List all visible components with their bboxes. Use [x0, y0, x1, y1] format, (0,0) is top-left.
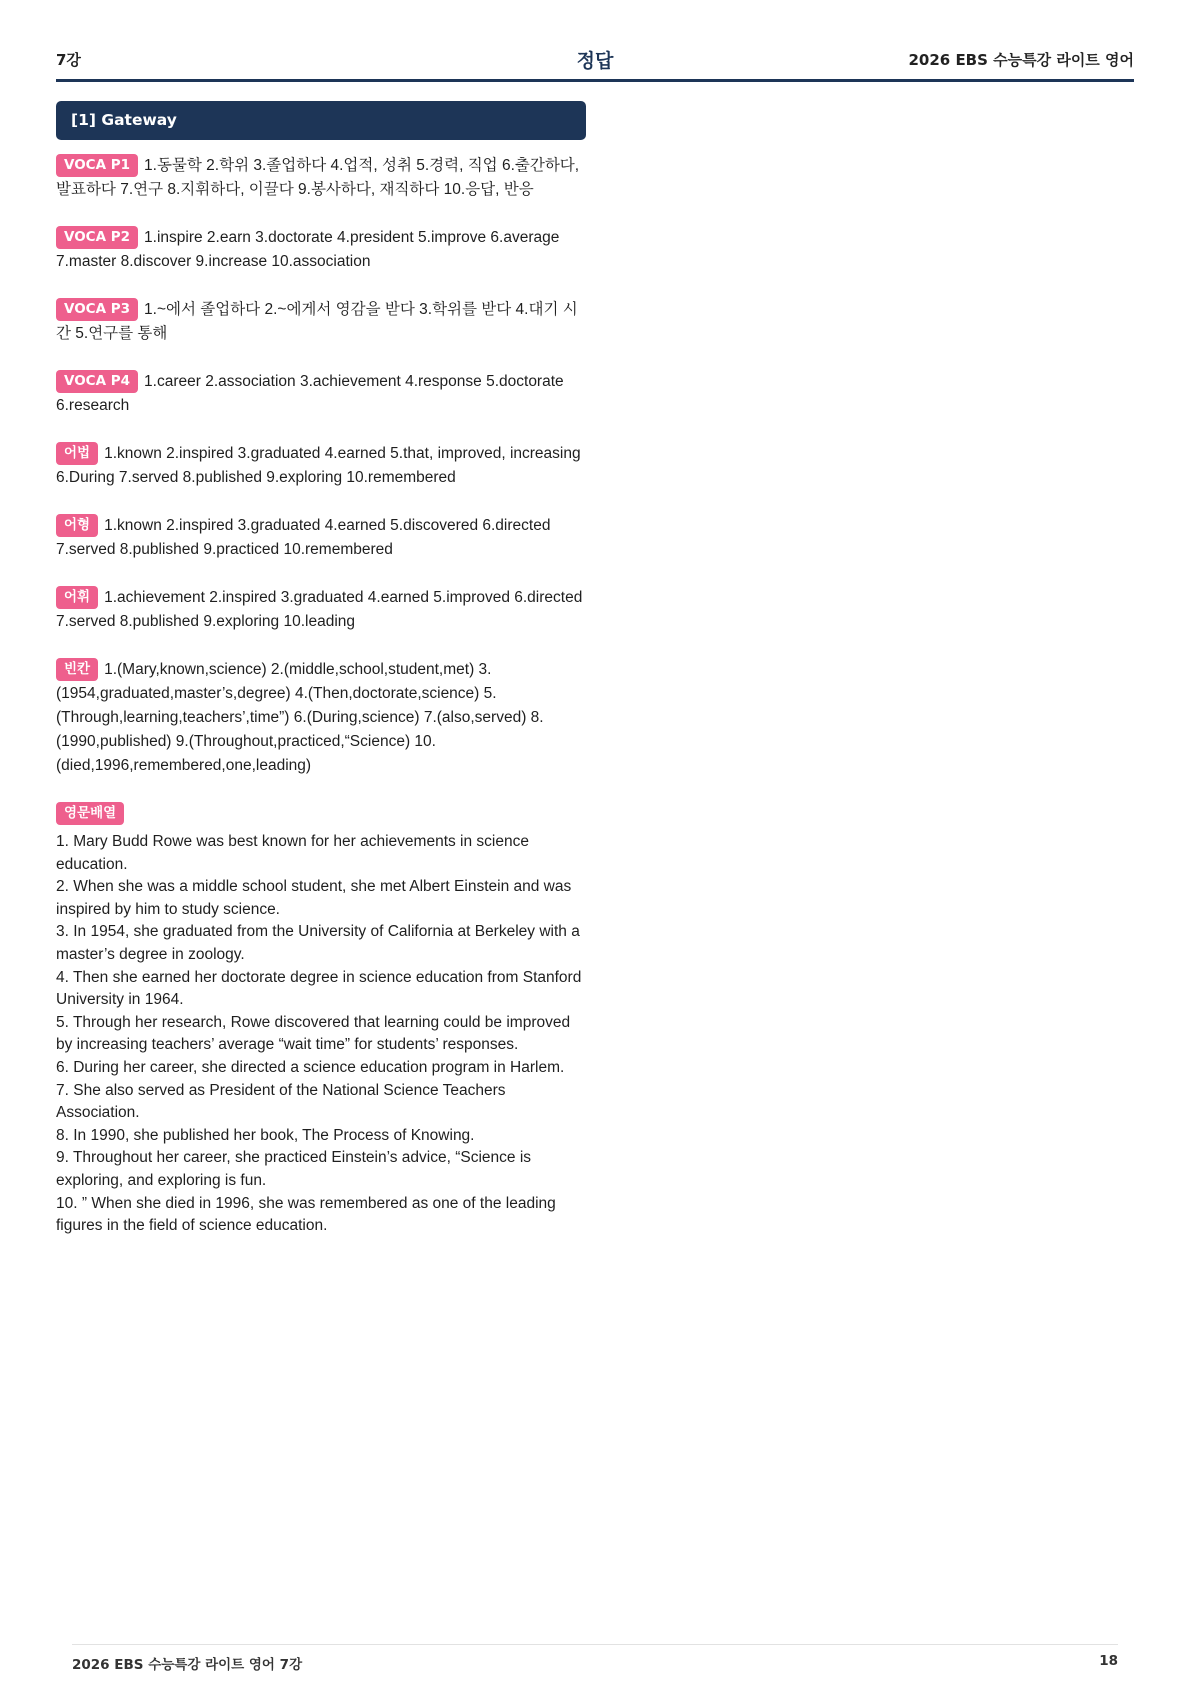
sentence: 1. Mary Budd Rowe was best known for her achievements in science education. — [56, 833, 529, 873]
sentence: 8. In 1990, she published her book, The Process of Knowing. — [56, 1126, 475, 1144]
answer-text: 1.inspire 2.earn 3.doctorate 4.president 5.improve 6.average 7.master 8.discover 9.increase 10.association — [56, 229, 560, 270]
sentence: 7. She also served as President of the National Science Teachers Association. — [56, 1081, 506, 1122]
answer-text: 1.known 2.inspired 3.graduated 4.earned 5.discovered 6.directed 7.served 8.published 9.practiced 10.remembered — [56, 517, 551, 558]
lesson-label: 7강 — [56, 51, 81, 69]
answer-block-vocabulary — [56, 586, 586, 634]
page-number: 18 — [1099, 1653, 1118, 1669]
answer-text: 1.~에서 졸업하다 2.~에게서 영감을 받다 3.학위를 받다 4.대기 시간 5.연구를 통해 — [56, 301, 578, 342]
sentence: 6. During her career, she directed a science education program in Harlem. — [56, 1058, 565, 1076]
sentence: 2. When she was a middle school student, she met Albert Einstein and was inspired by him to study science. — [56, 878, 572, 918]
answer-block-voca-p4 — [56, 370, 586, 418]
answer-tag: 빈칸 — [56, 658, 98, 681]
answer-block-voca-p1 — [56, 154, 586, 202]
answer-block-word-form — [56, 514, 586, 562]
sentence: 4. Then she earned her doctorate degree in science education from Stanford University in 1964. — [56, 968, 582, 1009]
answer-tag: 어휘 — [56, 586, 98, 609]
arrangement-sentences — [56, 831, 586, 1238]
answer-text: 1.(Mary,known,science) 2.(middle,school,student,met) 3.(1954,graduated,master’s,degree) 4.(Then,doctorate,science) 5.(Through,learning,teachers’,time”) 6.(During,science) 7.(also,served) 8.(1990,published) 9.(Throughout,practiced,“Science) 10.(died,1996,remembered,one,leading) — [56, 661, 544, 774]
answer-block-grammar — [56, 442, 586, 490]
answer-tag: VOCA P2 — [56, 226, 138, 249]
sentence: 10. ” When she died in 1996, she was remembered as one of the leading figures in the field of science education. — [56, 1194, 556, 1235]
answer-tag: VOCA P1 — [56, 154, 138, 177]
footer-book-title: 2026 EBS 수능특강 라이트 영어 7강 — [72, 1657, 303, 1673]
answer-content — [56, 101, 586, 1238]
answer-tag: 어형 — [56, 514, 98, 537]
section-title: [1] Gateway — [71, 111, 177, 129]
page-header — [56, 44, 1134, 80]
sentence: 5. Through her research, Rowe discovered that learning could be improved by increasing teachers’ average “wait time” for students’ responses. — [56, 1013, 571, 1054]
answer-text: 1.career 2.association 3.achievement 4.response 5.doctorate 6.research — [56, 373, 564, 414]
answer-text: 1.동물학 2.학위 3.졸업하다 4.업적, 성취 5.경력, 직업 6.출간하다, 발표하다 7.연구 8.지휘하다, 이끌다 9.봉사하다, 재직하다 10.응답, 반응 — [56, 157, 580, 198]
arrangement-header — [56, 802, 586, 825]
page-title: 정답 — [576, 50, 614, 72]
footer-divider — [72, 1644, 1118, 1645]
answer-tag: 어법 — [56, 442, 98, 465]
book-title: 2026 EBS 수능특강 라이트 영어 — [908, 51, 1134, 69]
sentence: 9. Throughout her career, she practiced Einstein’s advice, “Science is exploring, and exploring is fun. — [56, 1149, 532, 1189]
section-title-bar — [56, 101, 586, 140]
answer-text: 1.known 2.inspired 3.graduated 4.earned 5.that, improved, increasing 6.During 7.served 8.published 9.exploring 10.remembered — [56, 445, 581, 486]
answer-tag: VOCA P4 — [56, 370, 138, 393]
answer-text: 1.achievement 2.inspired 3.graduated 4.earned 5.improved 6.directed 7.served 8.published 9.exploring 10.leading — [56, 589, 583, 630]
header-divider — [56, 79, 1134, 82]
sentence: 3. In 1954, she graduated from the University of California at Berkeley with a master’s degree in zoology. — [56, 923, 580, 963]
answer-block-voca-p2 — [56, 226, 586, 274]
answer-tag: VOCA P3 — [56, 298, 138, 321]
arrangement-tag: 영문배열 — [56, 802, 124, 825]
answer-block-voca-p3 — [56, 298, 586, 346]
answer-block-blank — [56, 658, 586, 778]
